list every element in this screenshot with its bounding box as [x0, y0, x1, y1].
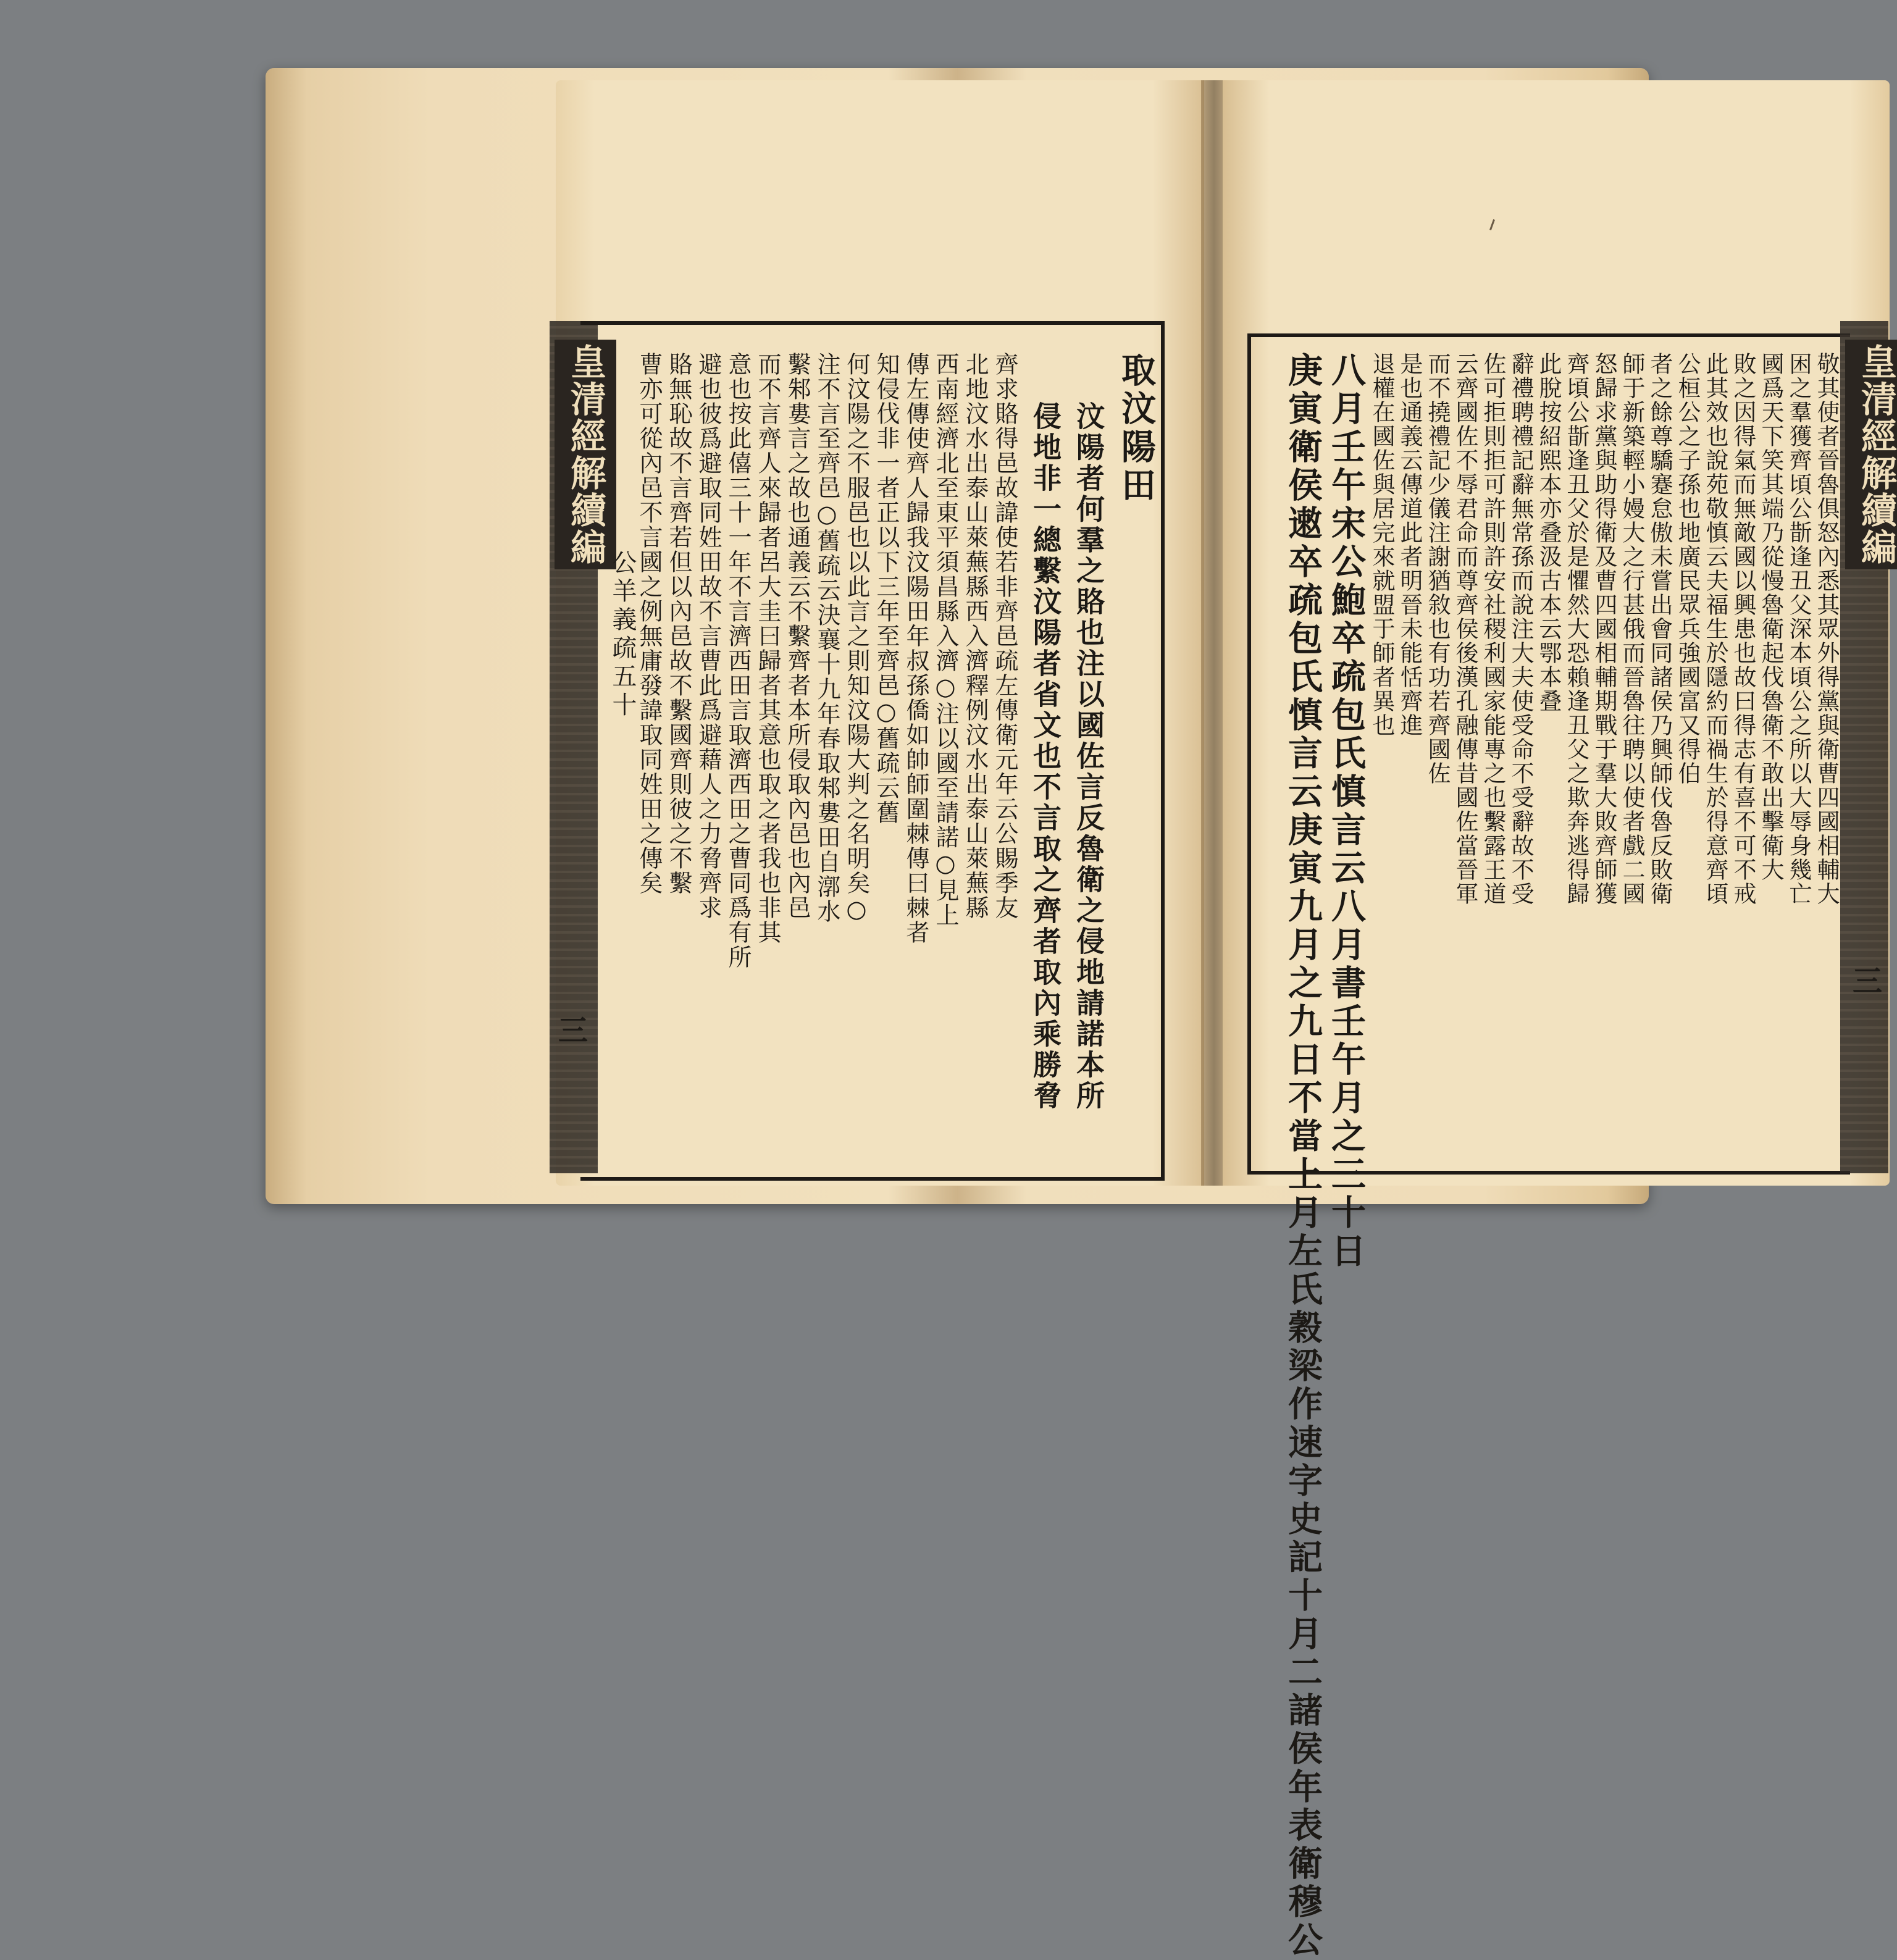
- right-page-number: 三: [1853, 964, 1883, 999]
- left-text-column: 繫邾婁言之故也通義云不繫齊者本所侵取內邑也內邑: [784, 352, 811, 920]
- right-text-column: 是也通義云傳道此者明晉未能恬齊進: [1396, 352, 1423, 737]
- left-text-column: 西南經濟北至東平須昌縣入濟○注以國至請諾○見上: [932, 352, 959, 928]
- right-text-column: 此其效也說苑敬慎云夫福生於隱約而禍生於得意齊頃: [1702, 352, 1728, 906]
- right-text-column: 怒歸求黨與助得衛及曹四國相輔期戰于羣大敗齊師獲: [1591, 352, 1617, 906]
- open-book: [266, 68, 1897, 1960]
- right-text-column: 退權在國佐與居完來就盟于師者異也: [1368, 352, 1395, 737]
- left-page: [556, 80, 1204, 1186]
- right-text-column: 此脫按紹熙本亦叠汲古本云鄂本叠: [1535, 352, 1562, 713]
- right-text-column: 齊頃公斮逢丑父於是懼然大恐賴逢丑父之欺奔逃得歸: [1563, 352, 1589, 906]
- right-text-column: 辭禮聘禮記辭無常孫而說注大夫使受命不受辭故不受: [1507, 352, 1534, 906]
- right-text-column: 云齊國佐不辱君命而尊齊侯後漢孔融傳昔國佐當晉軍: [1452, 352, 1478, 906]
- left-text-column: 曹亦可從內邑不言國之例無庸發諱取同姓田之傳矣: [635, 352, 663, 895]
- right-page: [1223, 80, 1897, 1960]
- left-text-column: 賂無恥故不言齊若但以內邑故不繫國齊則彼之不繫: [665, 352, 692, 895]
- right-text-column: 敬其使者晉魯俱怒內悉其眾外得黨與衛曹四國相輔大: [1813, 352, 1840, 906]
- right-text-column: 公桓公之子孫也地廣民眾兵強國富又得伯: [1674, 352, 1701, 785]
- left-page-number: 三: [558, 1013, 588, 1048]
- left-margin-subtitle: 公羊義疏五十: [608, 550, 637, 720]
- left-text-column: 侵地非一總繫汶陽者省文也不言取之齊者取內乘勝脅: [1029, 401, 1062, 1112]
- left-text-column: 意也按此僖三十一年不言濟西田言取濟西田之曹同爲有所: [724, 352, 752, 970]
- left-text-column: 汶陽者何羣之賂也注以國佐言反魯衛之侵地請諾本所: [1072, 401, 1105, 1112]
- left-margin-title: 皇清經解續編: [555, 340, 616, 569]
- left-text-column: 知侵伐非一者正以下三年至齊邑○舊疏云舊: [873, 352, 900, 825]
- right-text-column: 國爲天下笑其端乃從慢魯衛起伐魯衛不敢出擊衛大: [1757, 352, 1784, 882]
- right-text-column: 佐可拒則拒可許則許安社稷利國家能專之也繫露王道: [1480, 352, 1506, 906]
- right-text-column: 師于新築輕小嫚大之行甚俄而晉魯往聘以使者戲二國: [1619, 352, 1645, 906]
- right-entry-1: 八月壬午宋公鮑卒疏包氏慎言云八月書壬午月之三十日: [1326, 352, 1367, 1271]
- right-entry-2: 庚寅衛侯遫卒疏包氏慎言云庚寅九月之九日不當上月左氏穀梁作速字史記十月二諸侯年表衛穆公: [1283, 352, 1323, 1960]
- right-text-column: 敗之因得氣而無敵國以興患也故曰得志有喜不可不戒: [1730, 352, 1756, 906]
- left-text-column: 而不言齊人來歸者呂大圭曰歸者其意也取之者我也非其: [754, 352, 781, 945]
- left-heading: 取汶陽田: [1116, 352, 1157, 505]
- left-text-column: 何汶陽之不服邑也以此言之則知汶陽大判之名明矣○: [843, 352, 870, 924]
- right-text-column: 困之羣獲齊頃公斮逢丑父深本頃公之所以大辱身幾亡: [1785, 352, 1812, 906]
- left-text-column: 齊求賂得邑故諱使若非齊邑疏左傳衛元年云公賜季友: [991, 352, 1018, 920]
- left-text-column: 北地汶水出泰山萊蕪縣西入濟釋例汶水出泰山萊蕪縣: [961, 352, 989, 920]
- left-text-column: 注不言至齊邑○舊疏云決襄十九年春取邾婁田自漷水: [813, 352, 840, 924]
- right-margin-title: 皇清經解續編: [1845, 340, 1897, 569]
- right-text-column: 者之餘尊驕蹇怠傲未嘗出會同諸侯乃興師伐魯反敗衛: [1646, 352, 1673, 906]
- left-text-column: 傳左傳使齊人歸我汶陽田年叔孫僑如帥師圍棘傳曰棘者: [902, 352, 929, 945]
- right-text-column: 而不撓禮記少儀注謝猶敘也有功若齊國佐: [1424, 352, 1451, 785]
- left-text-column: 避也彼爲避取同姓田故不言曹此爲避藉人之力脅齊求: [695, 352, 722, 920]
